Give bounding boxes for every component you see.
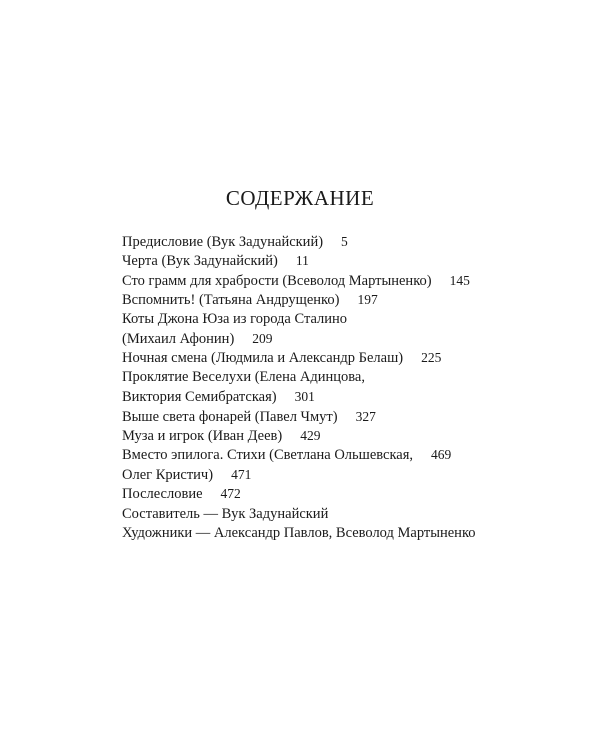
toc-entry-title: Вместо эпилога. Стихи (Светлана Ольшевская, xyxy=(122,447,414,464)
toc-entry xyxy=(122,484,502,503)
toc-entry-title: Послесловие xyxy=(122,486,203,503)
toc-entry xyxy=(122,426,502,445)
toc-entry-page: 5 xyxy=(341,234,348,249)
toc-entry-title: Черта (Вук Задунайский) xyxy=(122,253,278,270)
toc-entry-title: Предисловие (Вук Задунайский) xyxy=(122,234,324,250)
toc-entry xyxy=(122,445,502,464)
toc-entry-page: 145 xyxy=(449,272,470,288)
credits xyxy=(122,505,522,544)
compiler-credit: Составитель — Вук Задунайский xyxy=(122,506,329,522)
toc-entry-title: Муза и игрок (Иван Деев) xyxy=(122,427,283,444)
page-title: СОДЕРЖАНИЕ xyxy=(225,186,375,210)
toc-entry-title: Вспомнить! (Татьяна Андрущенко) xyxy=(122,292,340,309)
toc-entry xyxy=(122,271,502,290)
toc-entry-title: (Михаил Афонин) xyxy=(122,330,235,347)
toc-entry-page: 197 xyxy=(357,292,378,308)
toc-entry xyxy=(122,290,502,309)
toc-entry-title: Коты Джона Юза из города Сталино xyxy=(122,310,348,327)
toc-entry-title: Ночная смена (Людмила и Александр Белаш) xyxy=(122,350,404,367)
toc-entry-page: 471 xyxy=(231,466,252,482)
toc-entry-page: 225 xyxy=(421,350,442,366)
toc-entry xyxy=(122,407,502,426)
artists-credit: Художники — Александр Павлов, Всеволод Мартыненко xyxy=(122,525,476,542)
toc-entry xyxy=(122,251,502,270)
toc-entry-page: 11 xyxy=(295,253,309,269)
toc-entry xyxy=(122,329,502,348)
toc-entry xyxy=(122,232,502,251)
toc-entry xyxy=(122,465,502,484)
toc-entry-page: 301 xyxy=(294,389,315,405)
toc-entry-page: 209 xyxy=(252,330,273,346)
toc-entry-title: Проклятие Веселухи (Елена Адинцова, xyxy=(122,368,365,385)
toc-entry xyxy=(122,368,502,387)
toc-entry-title: Сто грамм для храбрости (Всеволод Мартыненко) xyxy=(122,272,432,289)
table-of-contents xyxy=(122,232,502,503)
toc-entry-page: 469 xyxy=(431,447,452,463)
toc-entry xyxy=(122,387,502,406)
toc-entry xyxy=(122,348,502,367)
toc-entry-title: Выше света фонарей (Павел Чмут) xyxy=(122,408,338,425)
toc-entry-page: 429 xyxy=(300,427,321,443)
toc-entry-page: 327 xyxy=(355,408,376,424)
toc-entry xyxy=(122,310,502,329)
toc-entry-title: Олег Кристич) xyxy=(122,466,214,483)
toc-entry-title: Виктория Семибратская) xyxy=(122,389,277,406)
toc-entry-page: 472 xyxy=(220,486,241,502)
